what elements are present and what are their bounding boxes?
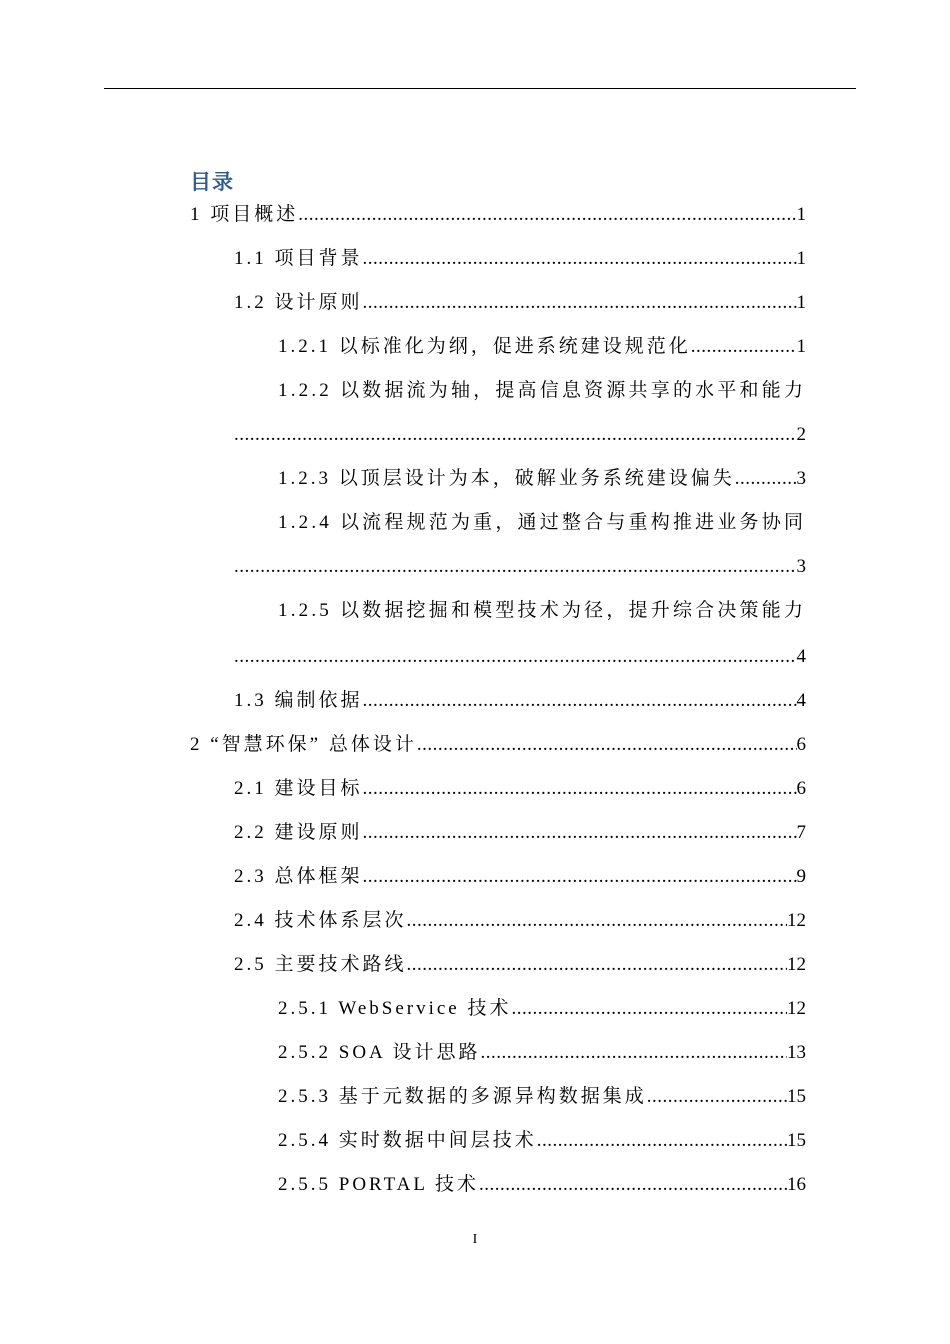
toc-entry[interactable] (190, 733, 806, 757)
toc-entry-page: 12 (787, 998, 806, 1019)
toc-entry-label: 2.5.4 实时数据中间层技术 (278, 1130, 537, 1151)
toc-entry-label: 2.4 技术体系层次 (234, 910, 407, 931)
toc-entry[interactable] (278, 1041, 806, 1065)
toc-leader-dots (480, 1041, 787, 1065)
toc-entry-page: 1 (796, 248, 806, 269)
toc-entry-label: 1.2 设计原则 (234, 292, 363, 313)
toc-entry-label[interactable]: 1.2.5 以数据挖掘和模型技术为径，提升综合决策能力 (278, 600, 807, 621)
toc-entry-page: 7 (796, 822, 806, 843)
toc-leader-dots (363, 777, 797, 801)
toc-entry-label: 2.5.5 PORTAL 技术 (278, 1174, 480, 1195)
toc-leader-dots (234, 555, 797, 579)
toc-entry-label: 1.2.3 以顶层设计为本，破解业务系统建设偏失 (278, 468, 735, 489)
toc-entry[interactable] (234, 555, 806, 579)
toc-leader-dots (417, 733, 797, 757)
toc-entry-label: 2.5 主要技术路线 (234, 954, 407, 975)
toc-leader-dots (479, 1173, 787, 1197)
toc-entry-page: 16 (787, 1174, 806, 1195)
footer-page-number: I (472, 1232, 478, 1247)
toc-leader-dots (363, 291, 797, 315)
toc-entry-label[interactable]: 1.2.2 以数据流为轴，提高信息资源共享的水平和能力 (278, 380, 807, 401)
toc-leader-dots (234, 423, 797, 447)
toc-entry-label[interactable]: 1.2.4 以流程规范为重，通过整合与重构推进业务协同 (278, 512, 807, 533)
toc-entry-label: 2.1 建设目标 (234, 778, 363, 799)
toc-entry[interactable] (234, 909, 806, 933)
toc-entry-label: 2.5.3 基于元数据的多源异构数据集成 (278, 1086, 647, 1107)
toc-entry-page: 9 (796, 866, 806, 887)
toc-entry-label: 2.5.1 WebService 技术 (278, 998, 512, 1019)
toc-leader-dots (363, 689, 797, 713)
toc-entry-page: 4 (796, 690, 806, 711)
toc-entry[interactable] (234, 247, 806, 271)
toc-entry[interactable] (234, 777, 806, 801)
toc-leader-dots (234, 645, 797, 669)
toc-entry-label: 1.2.1 以标准化为纲，促进系统建设规范化 (278, 336, 691, 357)
toc-entry[interactable] (278, 467, 806, 491)
toc-entry-page: 15 (787, 1130, 806, 1151)
toc-entry-page: 12 (787, 954, 806, 975)
toc-entry-label: 2.5.2 SOA 设计思路 (278, 1042, 481, 1063)
toc-entry-page: 13 (787, 1042, 806, 1063)
toc-leader-dots (407, 953, 787, 977)
header-rule (104, 88, 856, 89)
toc-entry-label: 1 项目概述 (190, 204, 299, 225)
toc-entry[interactable] (278, 997, 806, 1021)
toc-leader-dots (363, 865, 797, 889)
toc-entry[interactable] (234, 291, 806, 315)
toc-leader-dots (363, 247, 797, 271)
toc-leader-dots (298, 203, 796, 227)
toc-leader-dots (735, 467, 797, 491)
toc-entry[interactable] (190, 203, 806, 227)
toc-entry-label: 2.3 总体框架 (234, 866, 363, 887)
toc-entry-label: 1.3 编制依据 (234, 690, 363, 711)
toc-entry[interactable] (278, 1173, 806, 1197)
toc-entry-label: 1.1 项目背景 (234, 248, 363, 269)
toc-entry-page: 6 (796, 734, 806, 755)
toc-leader-dots (537, 1129, 787, 1153)
toc-entry[interactable] (234, 865, 806, 889)
toc-entry[interactable] (278, 335, 806, 359)
toc-entry[interactable] (234, 953, 806, 977)
toc-entry-page: 1 (796, 204, 806, 225)
toc-entry-page: 12 (787, 910, 806, 931)
toc-entry[interactable] (234, 821, 806, 845)
toc-entry[interactable] (278, 1129, 806, 1153)
toc-entry-page: 3 (796, 468, 806, 489)
toc-entry-page: 2 (796, 424, 806, 445)
toc-entry-page: 1 (796, 336, 806, 357)
toc-entry-page: 1 (796, 292, 806, 313)
toc-entry-page: 3 (796, 556, 806, 577)
toc-entry[interactable] (278, 1085, 806, 1109)
toc-entry-label: 2.2 建设原则 (234, 822, 363, 843)
toc-entry[interactable] (234, 645, 806, 669)
toc-leader-dots (691, 335, 797, 359)
toc-leader-dots (363, 821, 797, 845)
toc-entry-label: 2 “智慧环保” 总体设计 (190, 734, 417, 755)
toc-entry-page: 4 (796, 646, 806, 667)
toc-leader-dots (407, 909, 787, 933)
toc-entry-page: 6 (796, 778, 806, 799)
toc-entry[interactable] (234, 423, 806, 447)
toc-leader-dots (647, 1085, 787, 1109)
toc-leader-dots (511, 997, 787, 1021)
toc-entry[interactable] (234, 689, 806, 713)
toc-entry-page: 15 (787, 1086, 806, 1107)
toc-title: 目录 (190, 170, 234, 194)
